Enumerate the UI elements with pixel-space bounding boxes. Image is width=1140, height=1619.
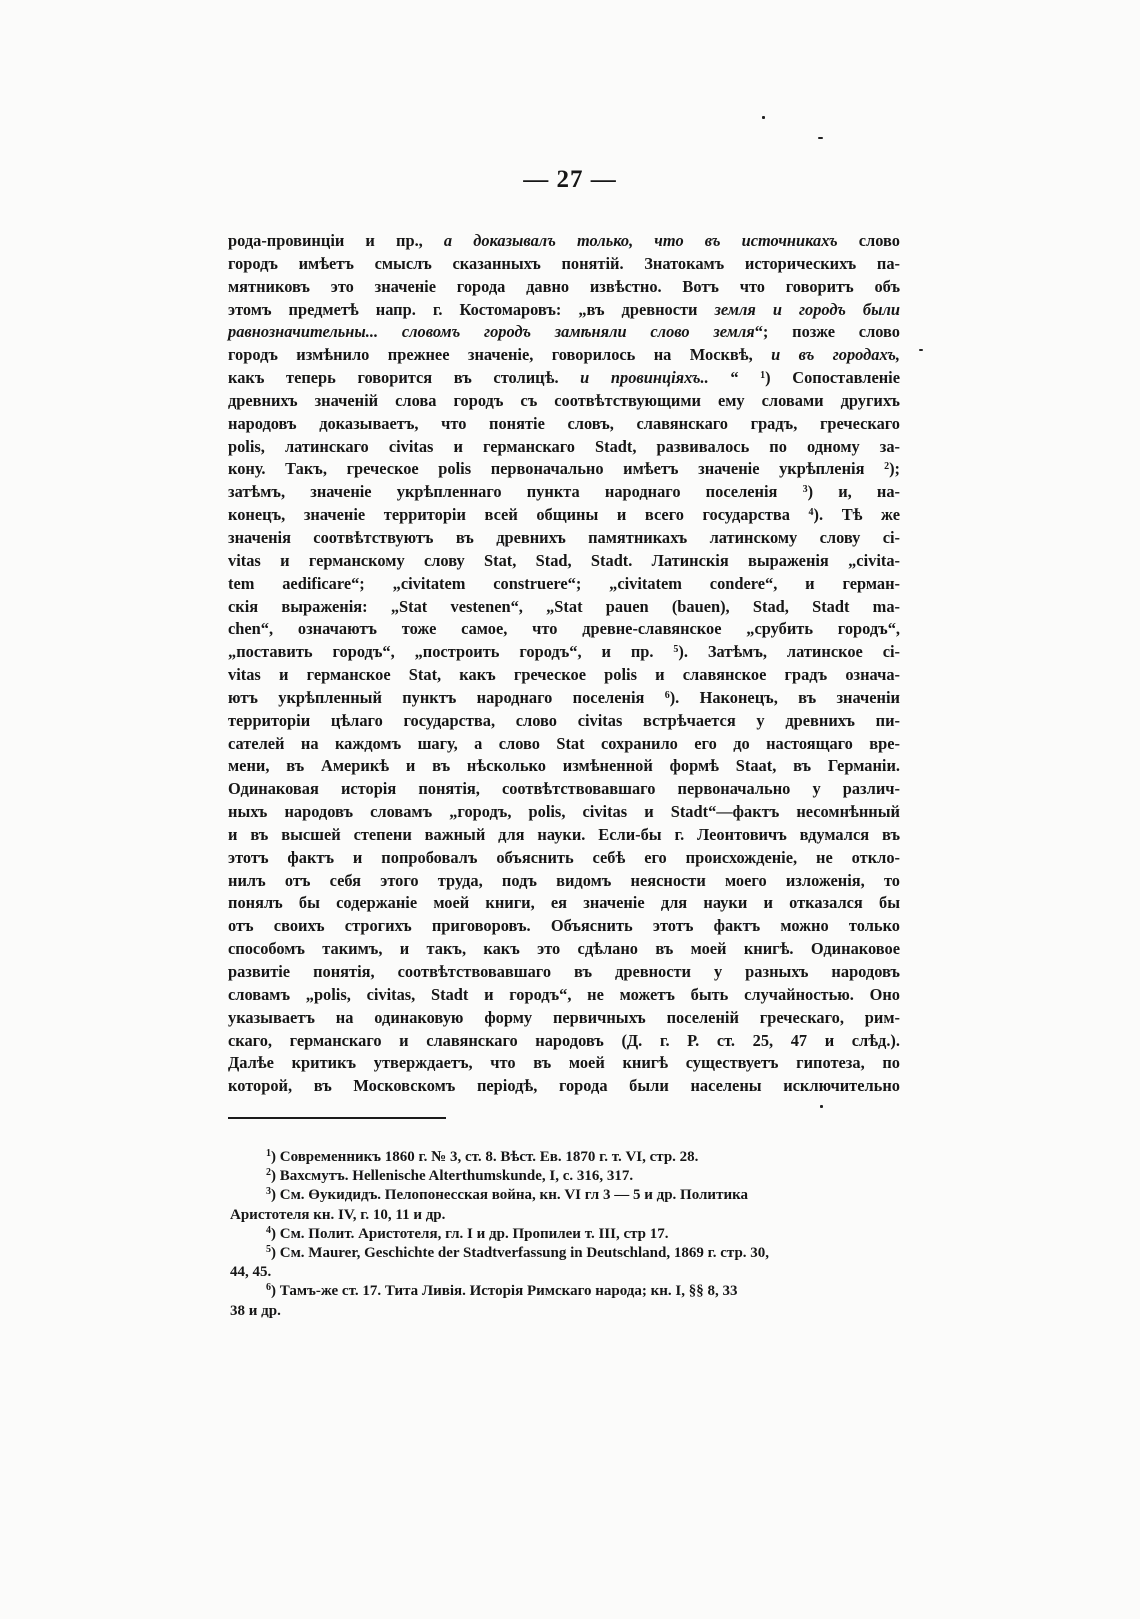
- footnote: [230, 1225, 902, 1244]
- text-run: слово: [837, 231, 900, 250]
- text-run: этомъ предметѣ напр. г. Костомаровъ: „въ древности: [228, 299, 715, 319]
- footnote-line: [230, 1302, 902, 1321]
- text-line: [228, 961, 900, 984]
- text-run: );: [889, 459, 900, 479]
- text-run: ) Сопоставленіе: [765, 368, 901, 388]
- text-run: рода-провинціи и пр.,: [228, 231, 444, 250]
- footnote-ref: 3: [266, 1186, 271, 1198]
- footnote-line: [230, 1186, 902, 1205]
- text-line: [228, 687, 900, 710]
- text-run: скаго, германскаго и славянскаго народовъ (Д. г. Р. ст. 25, 47 и слѣд.).: [228, 1030, 900, 1050]
- scan-speck: [762, 116, 765, 119]
- text-line: [228, 527, 900, 550]
- text-run: скія выраженія: „Stat vestenen“, „Stat pauen (bauen), Stad, Stadt ma-: [228, 596, 900, 616]
- text-line: [228, 778, 900, 801]
- text-run: ). Тѣ же: [813, 505, 900, 525]
- text-run: vitas и германскому слову Stat, Stad, Stadt. Латинскія выраженія „civita-: [228, 550, 900, 570]
- text-run: ) Тамъ-же ст. 17. Тита Ливія. Исторія Римскаго народа; кн. I, §§ 8, 33: [271, 1283, 738, 1300]
- text-line: [228, 801, 900, 824]
- footnote-ref: 1: [760, 370, 766, 382]
- scan-speck: [919, 349, 923, 351]
- footnote: [230, 1148, 902, 1167]
- text-run: сателей на каждомъ шагу, а слово Stat сохранило его до настоящаго вре-: [228, 733, 900, 753]
- text-line: [228, 618, 900, 641]
- footnote-ref: 2: [884, 461, 890, 473]
- text-line: [228, 481, 900, 504]
- text-line: [228, 504, 900, 527]
- text-run: конецъ, значеніе территоріи всей общины и всего государства: [228, 505, 809, 525]
- text-run: развитіе понятія, соотвѣтствовавшаго въ древности у разныхъ народовъ: [228, 962, 900, 981]
- text-run: “; позже слово: [754, 322, 900, 342]
- text-line: [228, 755, 900, 778]
- text-run: нилъ отъ себя этого труда, подъ видомъ неясности моего изложенія, то: [228, 870, 900, 890]
- italic-text: а доказывалъ только, что въ источникахъ: [443, 231, 838, 250]
- text-run: „поставить городъ“, „построить городъ“, и пр.: [228, 642, 674, 662]
- text-line: [228, 1030, 900, 1053]
- text-run: ) Вахсмутъ. Hellenische Alterthumskunde, I, с. 316, 317.: [271, 1168, 634, 1185]
- text-line: [228, 892, 900, 915]
- text-run: ). Затѣмъ, латинское ci-: [678, 642, 900, 662]
- footnote-ref: 2: [266, 1167, 271, 1179]
- text-line: [228, 641, 900, 664]
- text-run: tem aedificare“; „civitatem construere“; „civitatem condere“, и герман-: [228, 573, 900, 593]
- text-run: 44, 45.: [230, 1264, 272, 1281]
- footnote-line: [230, 1263, 902, 1282]
- text-line: [228, 413, 900, 436]
- text-run: указываетъ на одинаковую форму первичныхъ поселеній греческаго, рим-: [228, 1007, 900, 1027]
- text-run: ) Современникъ 1860 г. № 3, ст. 8. Вѣст. Ев. 1870 г. т. VI, стр. 28.: [271, 1149, 699, 1165]
- text-run: и въ высшей степени важный для науки. Если-бы г. Леонтовичъ вдумался въ: [228, 824, 900, 844]
- text-line: [228, 390, 900, 413]
- text-line: [228, 253, 900, 276]
- text-line: [228, 915, 900, 938]
- text-line: [228, 1075, 900, 1098]
- text-run: затѣмъ, значеніе укрѣпленнаго пункта народнаго поселенія: [228, 482, 803, 502]
- text-line: [228, 436, 900, 459]
- text-line: [228, 573, 900, 596]
- text-run: мени, въ Америкѣ и въ нѣсколько измѣненной формѣ Staat, въ Германіи.: [228, 756, 900, 776]
- footnote-ref: 5: [673, 644, 679, 656]
- footnote: [230, 1186, 902, 1224]
- text-run: городъ измѣнило прежнее значеніе, говорилось на Москвѣ,: [228, 345, 772, 365]
- text-run: способомъ такимъ, и такъ, какъ это сдѣлано въ моей книгѣ. Одинаковое: [228, 939, 900, 959]
- text-run: 38 и др.: [230, 1302, 281, 1319]
- text-line: [228, 938, 900, 961]
- text-line: [228, 458, 900, 481]
- text-run: отъ своихъ строгихъ приговоровъ. Объяснить этотъ фактъ можно только: [228, 916, 900, 936]
- italic-text: равнозначительны... словомъ городъ замѣняли слово земля: [228, 322, 755, 342]
- text-run: chen“, означаютъ тоже самое, что древне-славянское „срубить городъ“,: [228, 619, 900, 639]
- page-number: — 27 —: [523, 166, 617, 193]
- text-run: polis, латинскаго civitas и германскаго Stadt, развивалось по одному за-: [228, 436, 900, 456]
- footnote-line: [230, 1167, 902, 1186]
- text-run: народовъ доказываетъ, что понятіе словъ, славянскаго градъ, греческаго: [228, 413, 900, 433]
- text-line: [228, 870, 900, 893]
- italic-text: и провинціяхъ..: [580, 368, 709, 388]
- footnote-ref: 6: [266, 1282, 271, 1294]
- text-line: [228, 367, 900, 390]
- text-run: “: [708, 368, 761, 388]
- text-run: ) и, на-: [807, 482, 901, 502]
- text-line: [228, 1052, 900, 1075]
- italic-text: земля и городъ были: [714, 299, 900, 319]
- text-run: этотъ фактъ и попробовалъ объяснить себѣ его происхожденіе, не откло-: [228, 847, 900, 867]
- italic-text: и въ городахъ,: [771, 345, 901, 365]
- footnotes: [230, 1148, 902, 1321]
- text-run: понялъ бы содержаніе моей книги, ея значеніе для науки и отказался бы: [228, 893, 900, 913]
- text-line: [228, 984, 900, 1007]
- footnote-ref: 4: [808, 507, 814, 519]
- text-run: какъ теперь говорится въ столицѣ.: [228, 368, 581, 388]
- footnote: [230, 1282, 902, 1320]
- text-line: [228, 344, 900, 367]
- text-run: городъ имѣетъ смыслъ сказанныхъ понятій. Знатокамъ историческихъ па-: [228, 253, 900, 273]
- footnote-line: [230, 1282, 902, 1301]
- text-line: [228, 321, 900, 344]
- footnote-line: [230, 1206, 902, 1225]
- text-run: значенія соотвѣтствуютъ въ древнихъ памятникахъ латинскому слову ci-: [228, 527, 900, 547]
- text-line: [228, 230, 900, 253]
- footnote-rule: [228, 1117, 446, 1119]
- scan-speck: [818, 137, 823, 139]
- text-line: [228, 664, 900, 687]
- text-line: [228, 276, 900, 299]
- text-line: [228, 299, 900, 322]
- text-run: ) См. Өукидидъ. Пелопонесская война, кн. VI гл 3 — 5 и др. Политика: [271, 1187, 749, 1204]
- text-line: [228, 824, 900, 847]
- text-run: ныхъ народовъ словамъ „городъ, polis, civitas и Stadt“—фактъ несомнѣнный: [228, 802, 900, 822]
- footnote: [230, 1244, 902, 1282]
- text-run: Аристотеля кн. IV, г. 10, 11 и др.: [230, 1206, 446, 1223]
- text-run: территоріи цѣлаго государства, слово civitas встрѣчается у древнихъ пи-: [228, 710, 900, 730]
- text-run: ютъ укрѣпленный пунктъ народнаго поселенія: [228, 687, 665, 707]
- text-run: мятниковъ это значеніе города давно извѣстно. Вотъ что говоритъ объ: [228, 276, 900, 296]
- text-run: vitas и германское Stat, какъ греческое polis и славянское градъ означа-: [228, 665, 900, 685]
- footnote-ref: 3: [802, 484, 808, 496]
- text-run: словамъ „polis, civitas, Stadt и городъ“, не можетъ быть случайностью. Оно: [228, 984, 900, 1004]
- footnote-line: [230, 1225, 902, 1244]
- footnote-ref: 1: [266, 1148, 271, 1159]
- text-run: ). Наконецъ, въ значеніи: [669, 687, 900, 707]
- text-run: которой, въ Московскомъ періодѣ, города были населены исключительно: [228, 1076, 900, 1096]
- text-line: [228, 710, 900, 733]
- text-line: [228, 596, 900, 619]
- text-run: ) См. Maurer, Geschichte der Stadtverfassung in Deutschland, 1869 г. стр. 30,: [271, 1245, 770, 1262]
- text-line: [228, 1007, 900, 1030]
- text-run: Одинаковая исторія понятія, соотвѣтствовавшаго первоначально у различ-: [228, 779, 900, 799]
- text-run: Далѣе критикъ утверждаетъ, что въ моей книгѣ существуетъ гипотеза, по: [228, 1053, 900, 1073]
- footnote-ref: 6: [664, 689, 670, 701]
- text-run: ) См. Полит. Аристотеля, гл. I и др. Пропилеи т. III, стр 17.: [271, 1225, 669, 1242]
- text-line: [228, 733, 900, 756]
- main-text: [228, 230, 900, 1098]
- text-line: [228, 550, 900, 573]
- footnote-line: [230, 1148, 902, 1167]
- footnote-ref: 4: [266, 1224, 271, 1236]
- scan-speck: [820, 1105, 823, 1108]
- footnote-ref: 5: [266, 1244, 271, 1256]
- text-line: [228, 847, 900, 870]
- text-run: древнихъ значеній слова городъ съ соотвѣтствующими ему словами другихъ: [228, 390, 900, 410]
- footnote-line: [230, 1244, 902, 1263]
- text-run: кону. Такъ, греческое polis первоначально имѣетъ значеніе укрѣпленія: [228, 459, 885, 479]
- footnote: [230, 1167, 902, 1186]
